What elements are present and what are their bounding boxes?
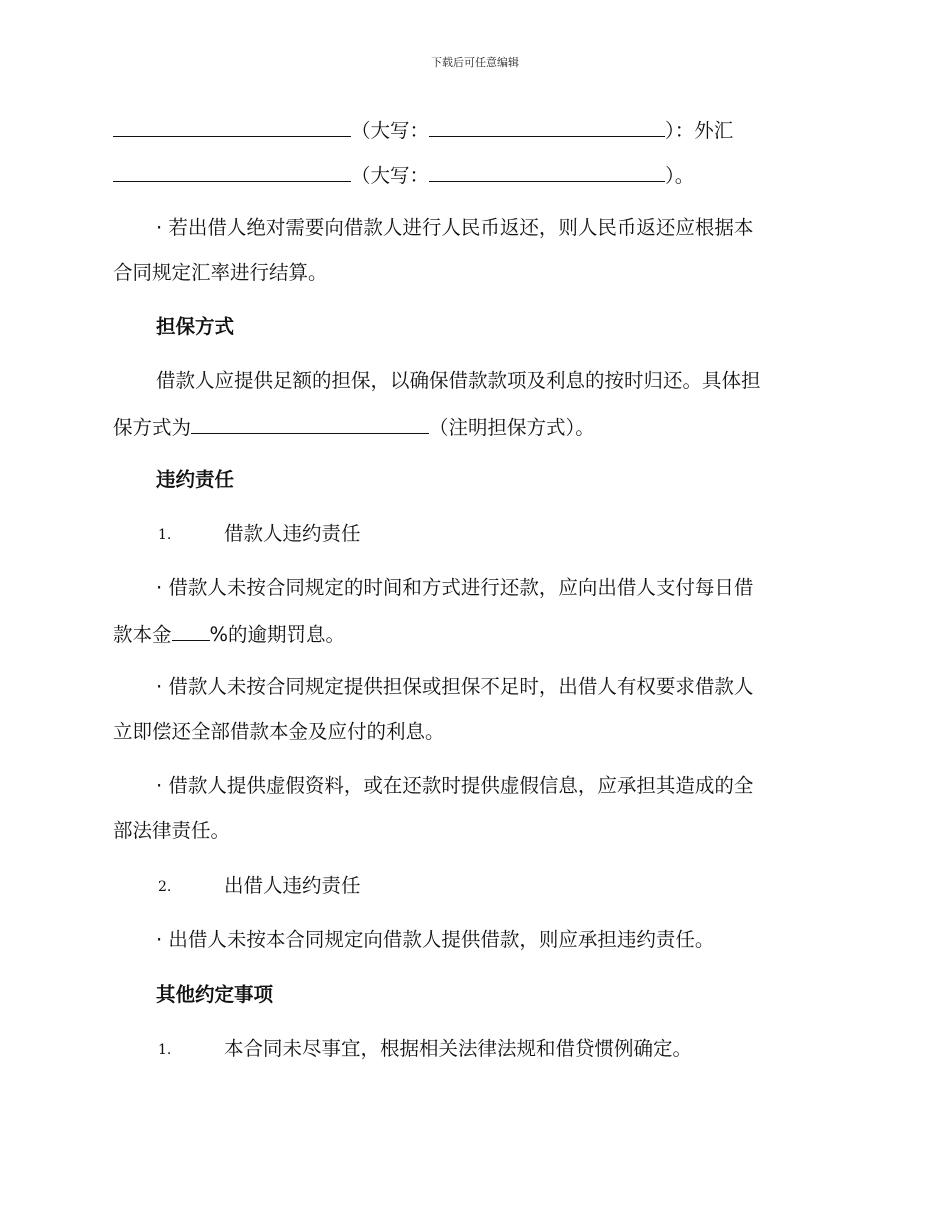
insufficient-guarantee-line-2: 立即偿还全部借款本金及应付的利息。	[113, 720, 445, 743]
false-info-line-2: 部法律责任。	[113, 819, 231, 842]
heading-guarantee: 担保方式	[156, 315, 235, 338]
blank-amount-2	[113, 161, 351, 182]
page-header: 下载后可任意编辑	[431, 56, 519, 69]
heading-liability: 违约责任	[156, 468, 235, 491]
guarantee-line-2	[113, 413, 833, 441]
penalty-suffix: %的逾期罚息。	[209, 623, 346, 646]
item-lender-liability: 出借人违约责任	[224, 874, 361, 897]
blank-capital-2	[429, 161, 665, 182]
rmb-return-line-2: 合同规定汇率进行结算。	[113, 261, 328, 284]
item-unresolved-matters: 本合同未尽事宜，根据相关法律法规和借贷惯例确定。	[224, 1037, 693, 1060]
item-number-1: 1.	[158, 527, 172, 543]
item-borrower-liability: 借款人违约责任	[224, 522, 361, 545]
guarantee-line-1: 借款人应提供足额的担保，以确保借款款项及利息的按时归还。具体担	[156, 369, 761, 392]
item-number-2: 2.	[158, 879, 172, 895]
principal-prefix: 款本金	[113, 623, 172, 646]
false-info-line-1: · 借款人提供虚假资料，或在还款时提供虚假信息，应承担其造成的全	[156, 774, 754, 797]
forex-suffix: ）：外汇	[665, 119, 734, 142]
guarantee-note: （注明担保方式）。	[429, 416, 595, 439]
heading-other-matters: 其他约定事项	[156, 983, 274, 1006]
item-number-3: 1.	[158, 1042, 172, 1058]
period-suffix: ）。	[665, 164, 695, 187]
insufficient-guarantee-line-1: · 借款人未按合同规定提供担保或担保不足时，出借人有权要求借款人	[156, 675, 754, 698]
blank-capital-1	[429, 116, 665, 137]
lender-breach-line: · 出借人未按本合同规定向借款人提供借款，则应承担违约责任。	[156, 928, 715, 951]
rmb-return-line-1: · 若出借人绝对需要向借款人进行人民币返还，则人民币返还应根据本	[156, 216, 754, 239]
amount-line-1	[113, 116, 833, 144]
guarantee-prefix: 保方式为	[113, 416, 192, 439]
capital-label-2: （大写：	[351, 164, 430, 187]
capital-label-1: （大写：	[351, 119, 430, 142]
late-payment-line-1: · 借款人未按合同规定的时间和方式进行还款，应向出借人支付每日借	[156, 576, 754, 599]
blank-penalty-rate	[172, 620, 210, 641]
late-payment-line-2	[113, 620, 833, 648]
blank-amount-1	[113, 116, 351, 137]
amount-line-2	[113, 161, 833, 189]
blank-guarantee-method	[191, 413, 429, 434]
